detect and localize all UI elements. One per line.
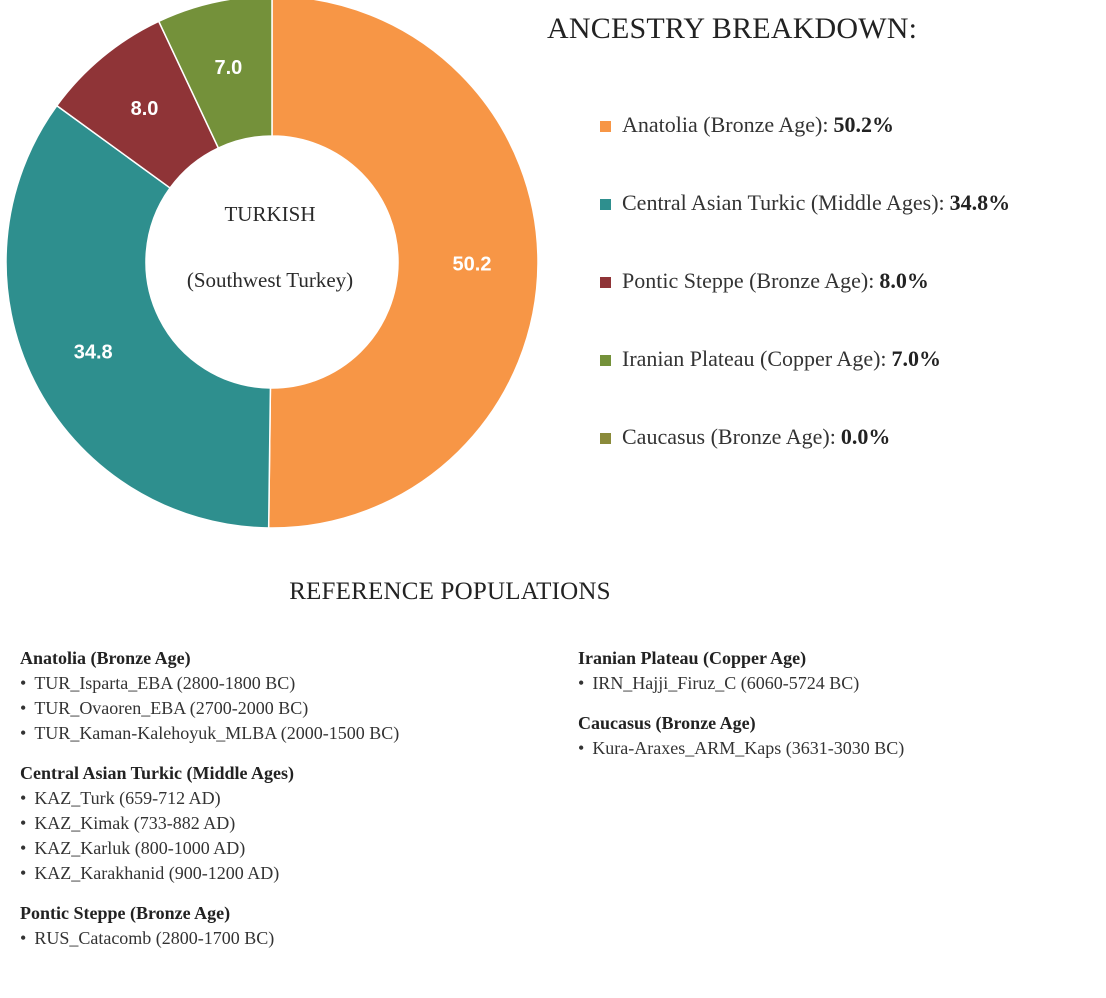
legend-swatch xyxy=(600,199,611,210)
legend-value: 8.0% xyxy=(879,268,929,293)
reference-column-left xyxy=(20,645,399,965)
reference-title: REFERENCE POPULATIONS xyxy=(289,578,611,605)
donut-slice-1 xyxy=(6,106,270,528)
legend-value: 7.0% xyxy=(891,346,942,371)
reference-group-name: Central Asian Turkic (Middle Ages) xyxy=(20,763,295,783)
reference-group xyxy=(578,645,904,696)
breakdown-legend xyxy=(600,86,1010,476)
legend-label: Caucasus (Bronze Age): xyxy=(622,424,836,449)
reference-list xyxy=(20,786,399,886)
slice-value-label: 34.8 xyxy=(73,341,113,364)
legend-swatch xyxy=(600,433,611,444)
legend-item xyxy=(600,164,1010,242)
slice-value-label: 8.0 xyxy=(130,97,159,120)
reference-group-name: Pontic Steppe (Bronze Age) xyxy=(20,903,231,923)
reference-item: • Kura-Araxes_ARM_Kaps (3631-3030 BC) xyxy=(578,736,904,761)
donut-slice-0 xyxy=(269,0,538,528)
legend-label: Anatolia (Bronze Age): xyxy=(622,112,829,137)
slice-value-label: 50.2 xyxy=(452,253,492,276)
reference-list xyxy=(578,736,904,761)
donut-chart xyxy=(0,0,545,545)
legend-item xyxy=(600,242,1010,320)
reference-list xyxy=(578,671,904,696)
legend-value: 34.8% xyxy=(949,190,1011,215)
legend-swatch xyxy=(600,277,611,288)
reference-item: • TUR_Ovaoren_EBA (2700-2000 BC) xyxy=(20,696,399,721)
legend-item xyxy=(600,398,1010,476)
reference-list xyxy=(20,671,399,746)
legend-value: 50.2% xyxy=(833,112,894,137)
legend-swatch xyxy=(600,355,611,366)
legend-label: Pontic Steppe (Bronze Age): xyxy=(622,268,875,293)
legend-item xyxy=(600,86,1010,164)
reference-item: • KAZ_Karakhanid (900-1200 AD) xyxy=(20,861,399,886)
reference-item: • KAZ_Karluk (800-1000 AD) xyxy=(20,836,399,861)
reference-item: • KAZ_Kimak (733-882 AD) xyxy=(20,811,399,836)
reference-group xyxy=(20,760,399,886)
legend-value: 0.0% xyxy=(840,424,891,449)
center-subtitle: (Southwest Turkey) xyxy=(186,268,354,292)
legend-swatch xyxy=(600,121,611,132)
reference-list xyxy=(20,926,399,951)
reference-item: • KAZ_Turk (659-712 AD) xyxy=(20,786,399,811)
reference-group xyxy=(578,710,904,761)
reference-item: • TUR_Isparta_EBA (2800-1800 BC) xyxy=(20,671,399,696)
reference-column-right xyxy=(578,645,904,775)
legend-label: Central Asian Turkic (Middle Ages): xyxy=(622,190,945,215)
reference-item: • IRN_Hajji_Firuz_C (6060-5724 BC) xyxy=(578,671,904,696)
legend-label: Iranian Plateau (Copper Age): xyxy=(622,346,887,371)
reference-item: • TUR_Kaman-Kalehoyuk_MLBA (2000-1500 BC) xyxy=(20,721,399,746)
slice-value-label: 7.0 xyxy=(214,56,243,79)
reference-group-name: Anatolia (Bronze Age) xyxy=(20,648,191,668)
reference-group-name: Iranian Plateau (Copper Age) xyxy=(578,648,807,668)
reference-group xyxy=(20,645,399,746)
center-title: TURKISH xyxy=(224,202,316,226)
reference-item: • RUS_Catacomb (2800-1700 BC) xyxy=(20,926,399,951)
breakdown-title: ANCESTRY BREAKDOWN: xyxy=(547,12,918,45)
reference-group-name: Caucasus (Bronze Age) xyxy=(578,713,756,733)
reference-group xyxy=(20,900,399,951)
legend-item xyxy=(600,320,1010,398)
